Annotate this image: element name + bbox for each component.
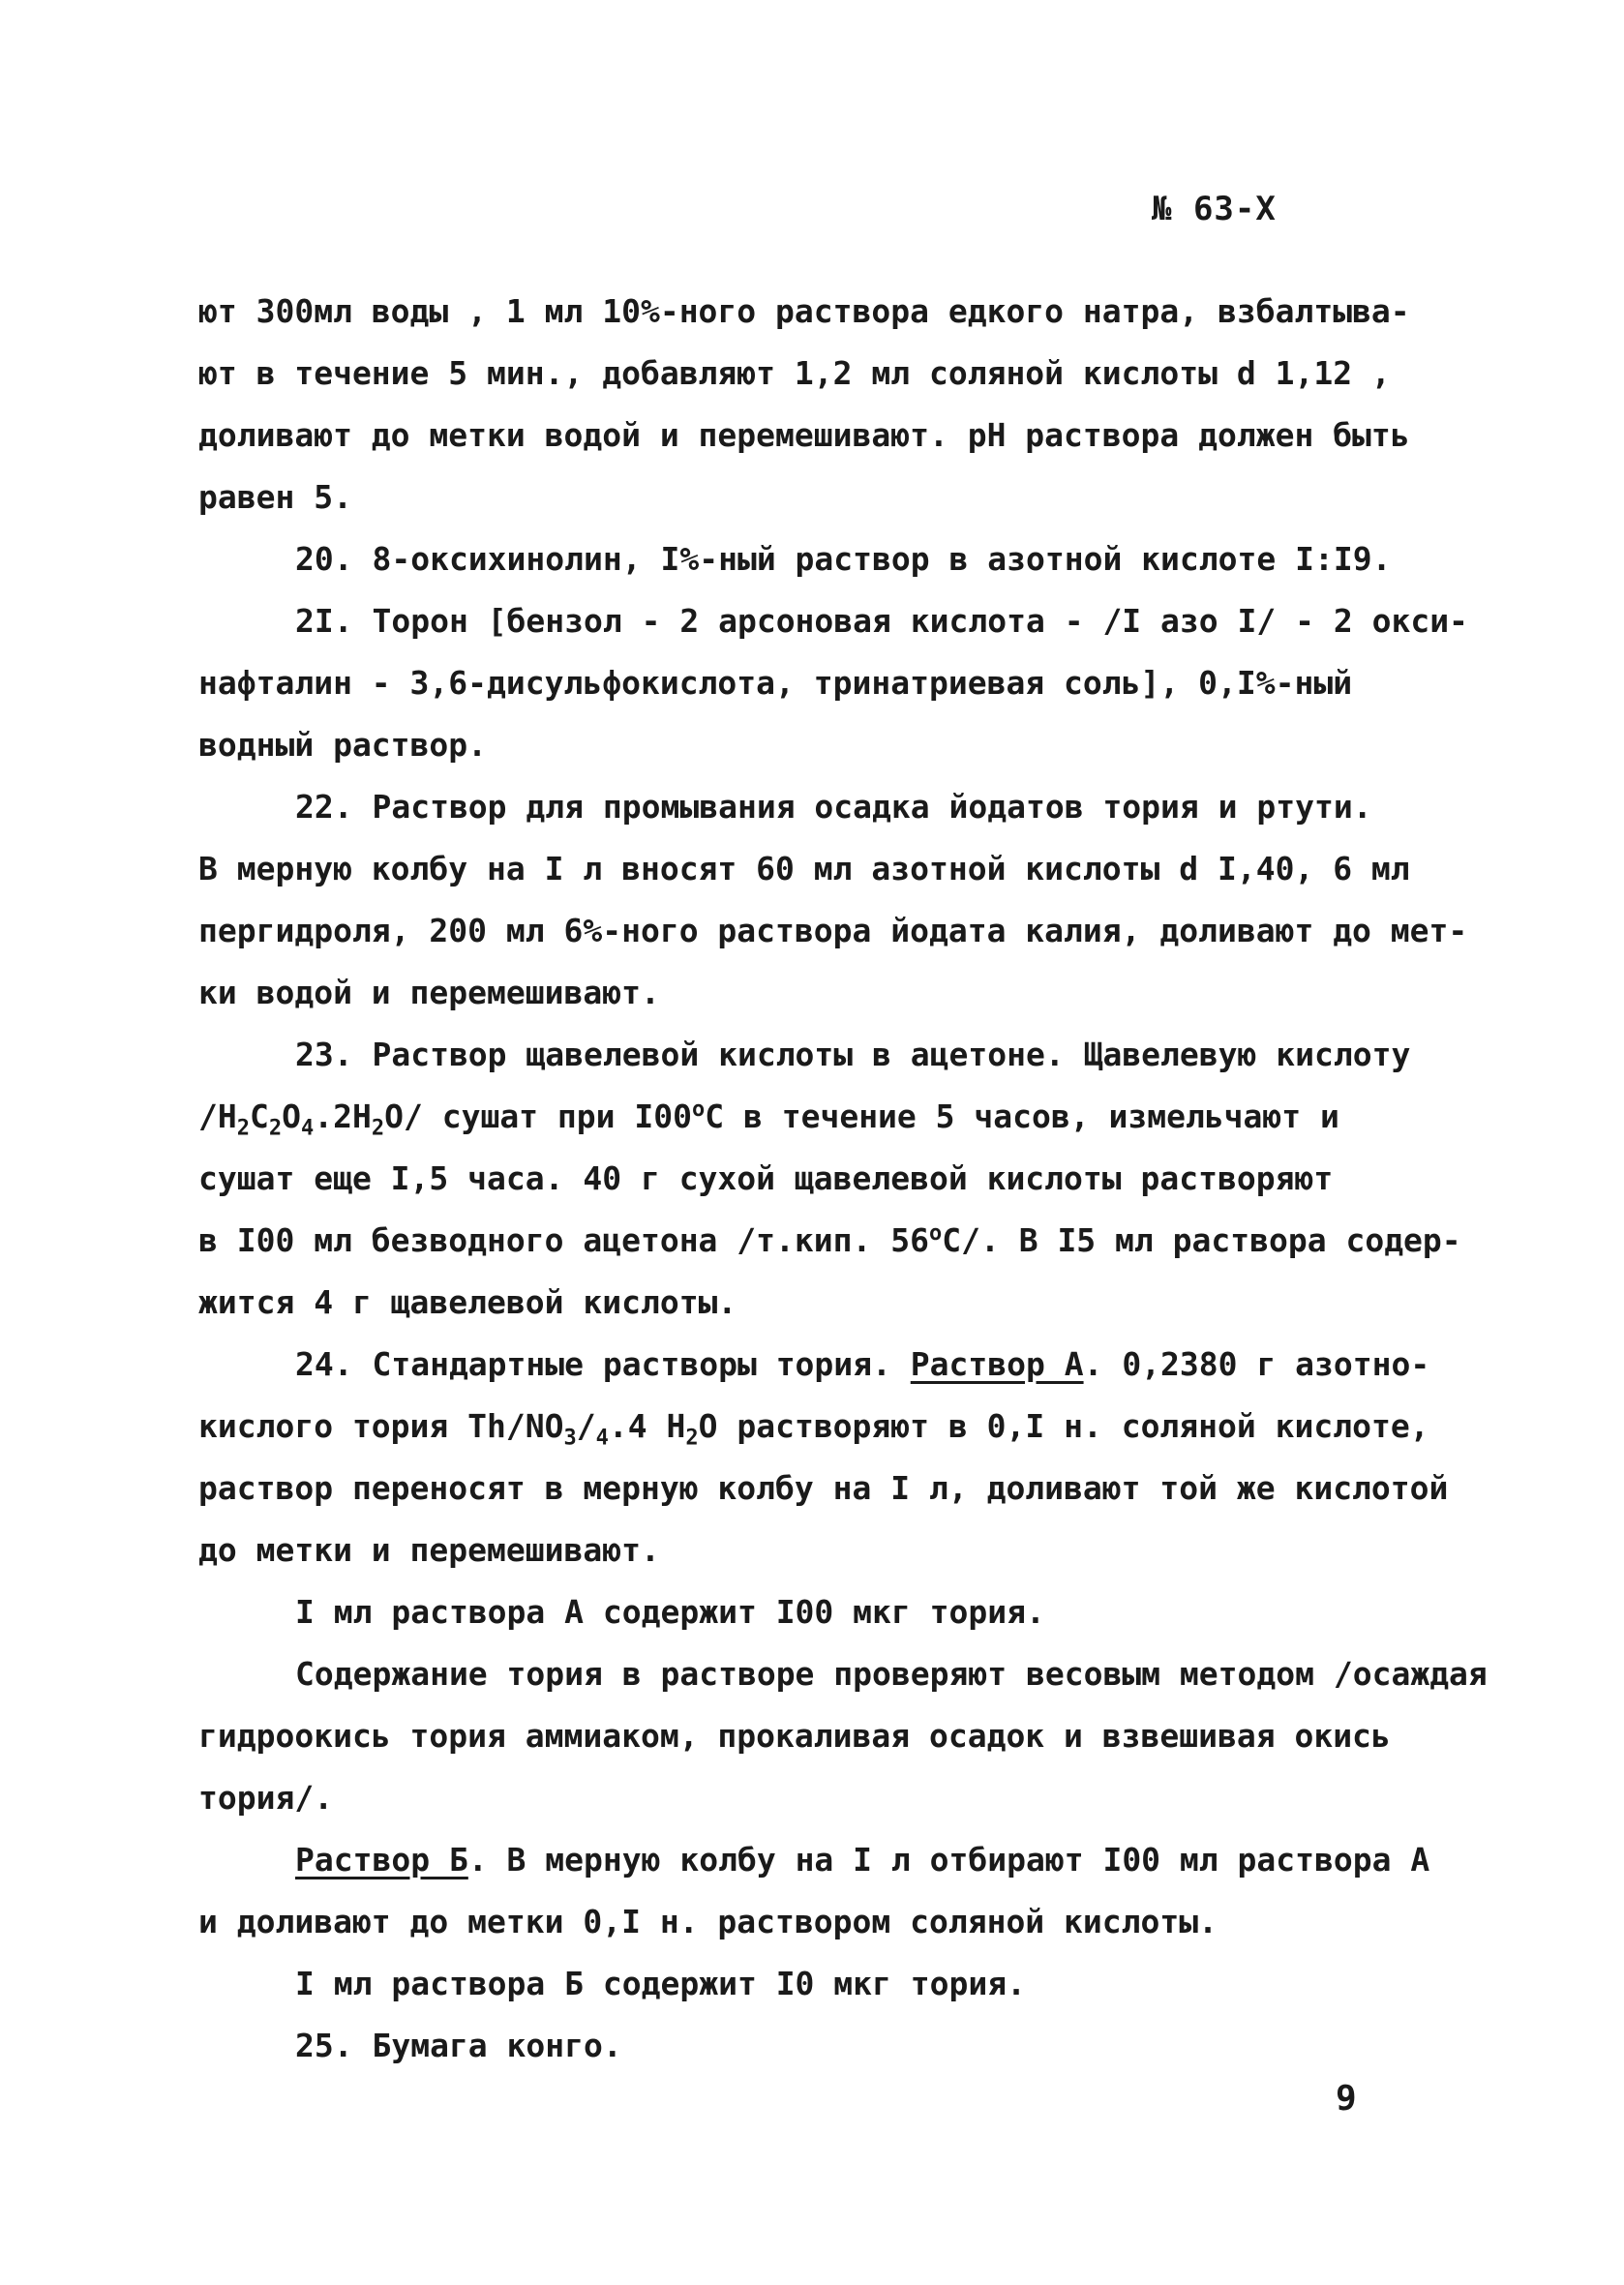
subscript: 4 (595, 1426, 609, 1451)
subscript: 2 (371, 1116, 385, 1141)
superscript: o (928, 1221, 943, 1246)
text-line: водный раствор. (198, 726, 488, 764)
document-number: № 63-Х (1152, 190, 1277, 228)
text-line: гидроокись тория аммиаком, прокаливая осадок и взвешивая окись (198, 1717, 1391, 1755)
item-25: 25. Бумага конго. (295, 2027, 622, 2064)
text-span: O (282, 1097, 301, 1135)
subscript: 2 (685, 1426, 699, 1451)
text-span: С/. В I5 мл раствора содер- (942, 1221, 1461, 1259)
item-23: 23. Раствор щавелевой кислоты в ацетоне. Щавелевую кислоту (295, 1036, 1411, 1073)
text-line: ют 300мл воды , 1 мл 10%-ного раствора едкого натра, взбалтыва- (198, 292, 1410, 330)
item-21: 2I. Торон [бензол - 2 арсоновая кислота - /I азо I/ - 2 окси- (295, 602, 1468, 640)
subscript: 2 (268, 1116, 283, 1141)
page-number: 9 (1336, 2079, 1357, 2119)
text-line: нафталин - 3,6-дисульфокислота, тринатриевая соль], 0,I%-ный (198, 664, 1353, 702)
text-span: /H (198, 1097, 237, 1135)
text-span: C (250, 1097, 269, 1135)
text-line: и доливают до метки 0,I н. раствором соляной кислоты. (198, 1903, 1218, 1940)
text-line: тория/. (198, 1779, 334, 1817)
text-line: до метки и перемешивают. (198, 1531, 660, 1569)
text-span: кислого тория Th/NO (198, 1407, 564, 1445)
text-span: . 0,2380 г азотно- (1083, 1345, 1430, 1383)
solution-b-paragraph (198, 1829, 1476, 1891)
text-span: .2H (314, 1097, 372, 1135)
text-line (198, 1210, 1476, 1272)
document-body (198, 281, 1488, 2077)
text-span: . В мерную колбу на I л отбирают I00 мл раствора А (467, 1841, 1430, 1879)
solution-b-heading: Раствор Б (295, 1841, 468, 1879)
text-span: .4 H (608, 1407, 686, 1445)
subscript: 3 (563, 1426, 577, 1451)
formula-line (198, 1396, 1476, 1458)
text-line: пергидроля, 200 мл 6%-ного раствора йодата калия, доливают до мет- (198, 912, 1468, 949)
text-line: жится 4 г щавелевой кислоты. (198, 1283, 737, 1321)
solution-a-heading: Раствор А (910, 1345, 1084, 1383)
text-line: I мл раствора А содержит I00 мкг тория. (295, 1593, 1045, 1631)
text-line: доливают до метки водой и перемешивают. pH раствора должен быть (198, 416, 1410, 454)
item-20: 20. 8-оксихинолин, I%-ный раствор в азотной кислоте I:I9. (295, 540, 1392, 578)
text-span: / (576, 1407, 596, 1445)
text-span: в I00 мл безводного ацетона /т.кип. 56 (198, 1221, 929, 1259)
item-24 (198, 1334, 1476, 1396)
text-span: 24. Стандартные растворы тория. (295, 1345, 911, 1383)
item-22: 22. Раствор для промывания осадка йодатов тория и ртути. (295, 788, 1372, 826)
text-span: O/ сушат при I00 (384, 1097, 692, 1135)
text-span: O растворяют в 0,I н. соляной кислоте, (698, 1407, 1429, 1445)
text-line: В мерную колбу на I л вносят 60 мл азотной кислоты d I,40, 6 мл (198, 850, 1410, 887)
text-line: сушат еще I,5 часа. 40 г сухой щавелевой кислоты растворяют (198, 1159, 1334, 1197)
text-line: ют в течение 5 мин., добавляют 1,2 мл соляной кислоты d 1,12 , (198, 354, 1391, 392)
subscript: 4 (301, 1116, 315, 1141)
text-line: раствор переносят в мерную колбу на I л, доливают той же кислотой (198, 1469, 1449, 1507)
superscript: o (692, 1097, 706, 1122)
text-line: I мл раствора Б содержит I0 мкг тория. (295, 1965, 1026, 2002)
formula-line (198, 1086, 1476, 1148)
text-line: ки водой и перемешивают. (198, 974, 660, 1011)
subscript: 2 (236, 1116, 250, 1141)
text-span: C в течение 5 часов, измельчают и (705, 1097, 1339, 1135)
text-line: равен 5. (198, 478, 352, 516)
text-line: Содержание тория в растворе проверяют весовым методом /осаждая (295, 1655, 1488, 1693)
